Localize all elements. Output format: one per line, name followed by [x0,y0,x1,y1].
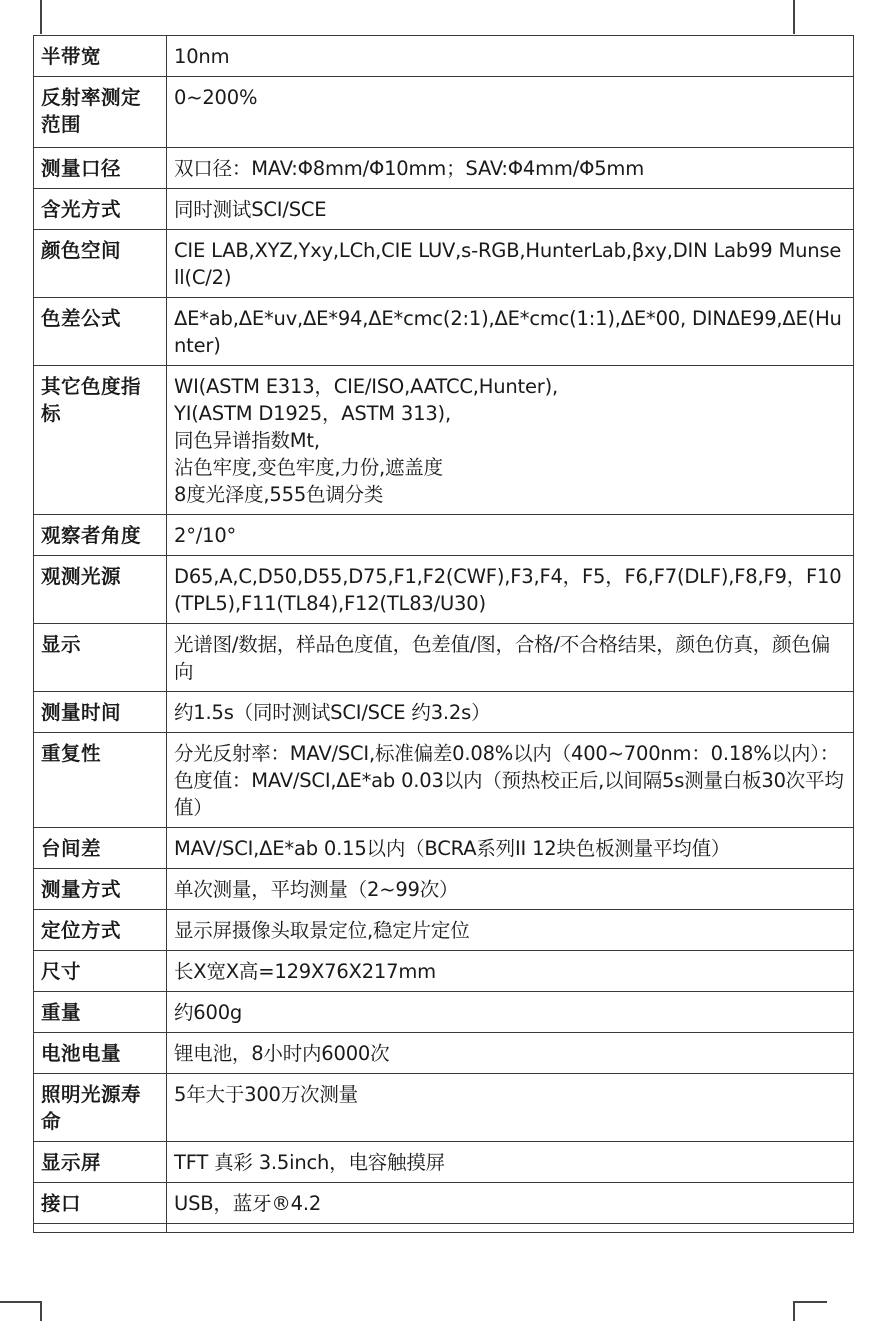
row-value-empty [167,1224,854,1233]
row-value: 5年大于300万次测量 [167,1074,854,1142]
row-value: 同时测试SCI/SCE [167,189,854,230]
table-row [34,692,854,733]
row-value: 锂电池，8小时内6000次 [167,1033,854,1074]
table-row [34,77,854,148]
row-label: 色差公式 [34,298,167,366]
row-label: 其它色度指标 [34,366,167,515]
row-value: MAV/SCI,ΔE*ab 0.15以内（BCRA系列II 12块色板测量平均值） [167,828,854,869]
table-row [34,515,854,556]
row-value: CIE LAB,XYZ,Yxy,LCh,CIE LUV,s-RGB,HunterLab,βxy,DIN Lab99 Munsell(C/2) [167,230,854,298]
row-label: 尺寸 [34,951,167,992]
row-label: 台间差 [34,828,167,869]
row-label: 照明光源寿命 [34,1074,167,1142]
table-row [34,910,854,951]
crop-mark-bottom-left-horizontal [0,1301,41,1303]
table-row [34,992,854,1033]
row-value: 显示屏摄像头取景定位,稳定片定位 [167,910,854,951]
row-value: TFT 真彩 3.5inch，电容触摸屏 [167,1142,854,1183]
table-row [34,366,854,515]
row-value: ΔE*ab,ΔE*uv,ΔE*94,ΔE*cmc(2:1),ΔE*cmc(1:1),ΔE*00, DINΔE99,ΔE(Hunter) [167,298,854,366]
row-value: 长X宽X高=129X76X217mm [167,951,854,992]
row-value: 约600g [167,992,854,1033]
row-label: 观察者角度 [34,515,167,556]
spec-table [33,35,854,1233]
row-label: 定位方式 [34,910,167,951]
row-value: 分光反射率：MAV/SCI,标准偏差0.08%以内（400~700nm：0.18%以内）： 色度值：MAV/SCI,ΔE*ab 0.03以内（预热校正后,以间隔5s测量白板30次平均值） [167,733,854,828]
row-value: 约1.5s（同时测试SCI/SCE 约3.2s） [167,692,854,733]
row-label: 反射率测定范围 [34,77,167,148]
table-row [34,1183,854,1224]
row-label: 颜色空间 [34,230,167,298]
row-value: 双口径：MAV:Φ8mm/Φ10mm；SAV:Φ4mm/Φ5mm [167,148,854,189]
row-label: 测量口径 [34,148,167,189]
table-row [34,556,854,624]
crop-mark-bottom-right-horizontal [793,1301,827,1303]
row-value: WI(ASTM E313，CIE/ISO,AATCC,Hunter), YI(ASTM D1925，ASTM 313), 同色异谱指数Mt, 沾色牢度,变色牢度,力份,遮盖度 8度光泽度,555色调分类 [167,366,854,515]
row-label: 电池电量 [34,1033,167,1074]
row-label-empty [34,1224,167,1233]
row-value: USB，蓝牙®4.2 [167,1183,854,1224]
table-row [34,733,854,828]
row-value: 光谱图/数据，样品色度值，色差值/图，合格/不合格结果，颜色仿真，颜色偏向 [167,624,854,692]
row-value: D65,A,C,D50,D55,D75,F1,F2(CWF),F3,F4，F5，F6,F7(DLF),F8,F9，F10(TPL5),F11(TL84),F12(TL83/U30) [167,556,854,624]
table-row [34,298,854,366]
row-label: 观测光源 [34,556,167,624]
row-label: 半带宽 [34,36,167,77]
row-label: 测量方式 [34,869,167,910]
crop-mark-bottom-right-vertical [793,1301,795,1321]
table-row [34,148,854,189]
table-row [34,951,854,992]
crop-mark-top-right-vertical [793,0,795,34]
table-row [34,36,854,77]
row-label: 显示 [34,624,167,692]
row-label: 重量 [34,992,167,1033]
row-label: 测量时间 [34,692,167,733]
table-row-empty [34,1224,854,1233]
table-row [34,869,854,910]
row-label: 接口 [34,1183,167,1224]
crop-mark-bottom-left-vertical [40,1301,42,1321]
table-row [34,1074,854,1142]
crop-mark-top-left-vertical [40,0,42,34]
row-value: 10nm [167,36,854,77]
table-row [34,189,854,230]
row-value: 单次测量，平均测量（2~99次） [167,869,854,910]
row-label: 含光方式 [34,189,167,230]
row-value: 2°/10° [167,515,854,556]
row-value: 0~200% [167,77,854,148]
table-row [34,1033,854,1074]
table-row [34,624,854,692]
table-row [34,230,854,298]
row-label: 显示屏 [34,1142,167,1183]
table-row [34,1142,854,1183]
table-row [34,828,854,869]
row-label: 重复性 [34,733,167,828]
